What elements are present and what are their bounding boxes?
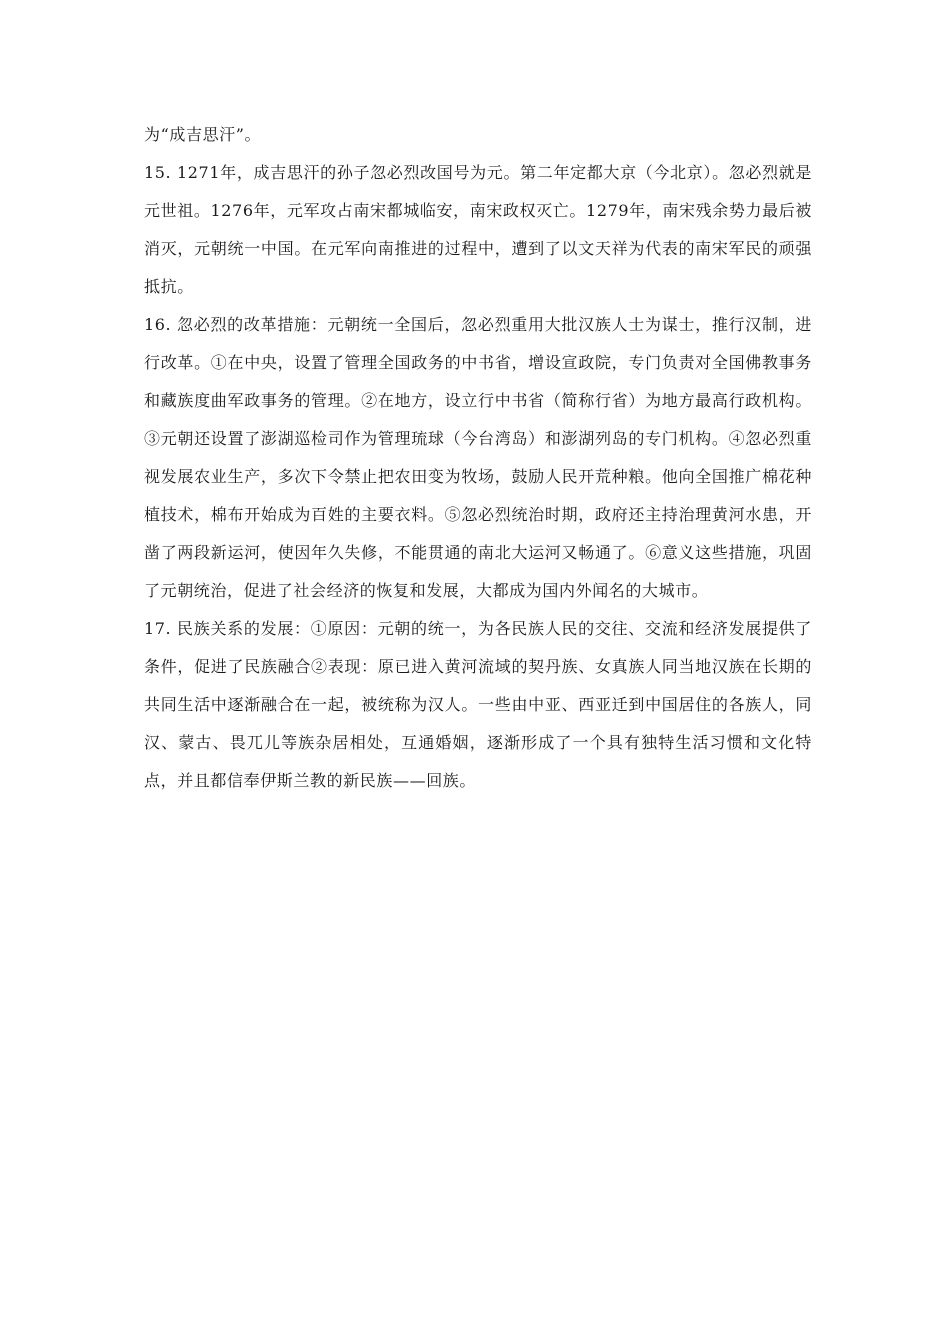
paragraph-item-15: 15. 1271年，成吉思汗的孙子忽必烈改国号为元。第二年定都大京（今北京）。忽必烈就是元世祖。1276年，元军攻占南宋都城临安，南宋政权灭亡。1279年，南宋残余势力最后被消灭，元朝统一中国。在元军向南推进的过程中，遭到了以文天祥为代表的南宋军民的顽强抵抗。: [144, 163, 812, 296]
document-body: [144, 116, 812, 800]
paragraph-item-17: 17. 民族关系的发展：①原因：元朝的统一，为各民族人民的交往、交流和经济发展提供了条件，促进了民族融合②表现：原已进入黄河流域的契丹族、女真族人同当地汉族在长期的共同生活中逐渐融合在一起，被统称为汉人。一些由中亚、西亚迁到中国居住的各族人，同汉、蒙古、畏兀儿等族杂居相处，互通婚姻，逐渐形成了一个具有独特生活习惯和文化特点，并且都信奉伊斯兰教的新民族——回族。: [144, 619, 812, 790]
paragraph-intro-continued: 为“成吉思汗”。: [144, 125, 262, 144]
paragraph-item-16: 16. 忽必烈的改革措施：元朝统一全国后，忽必烈重用大批汉族人士为谋士，推行汉制，进行改革。①在中央，设置了管理全国政务的中书省，增设宣政院，专门负责对全国佛教事务和藏族度曲军政事务的管理。②在地方，设立行中书省（简称行省）为地方最高行政机构。③元朝还设置了澎湖巡检司作为管理琉球（今台湾岛）和澎湖列岛的专门机构。④忽必烈重视发展农业生产，多次下令禁止把农田变为牧场，鼓励人民开荒种粮。他向全国推广棉花种植技术，棉布开始成为百姓的主要衣料。⑤忽必烈统治时期，政府还主持治理黄河水患，开凿了两段新运河，使因年久失修，不能贯通的南北大运河又畅通了。⑥意义这些措施，巩固了元朝统治，促进了社会经济的恢复和发展，大都成为国内外闻名的大城市。: [144, 315, 812, 600]
